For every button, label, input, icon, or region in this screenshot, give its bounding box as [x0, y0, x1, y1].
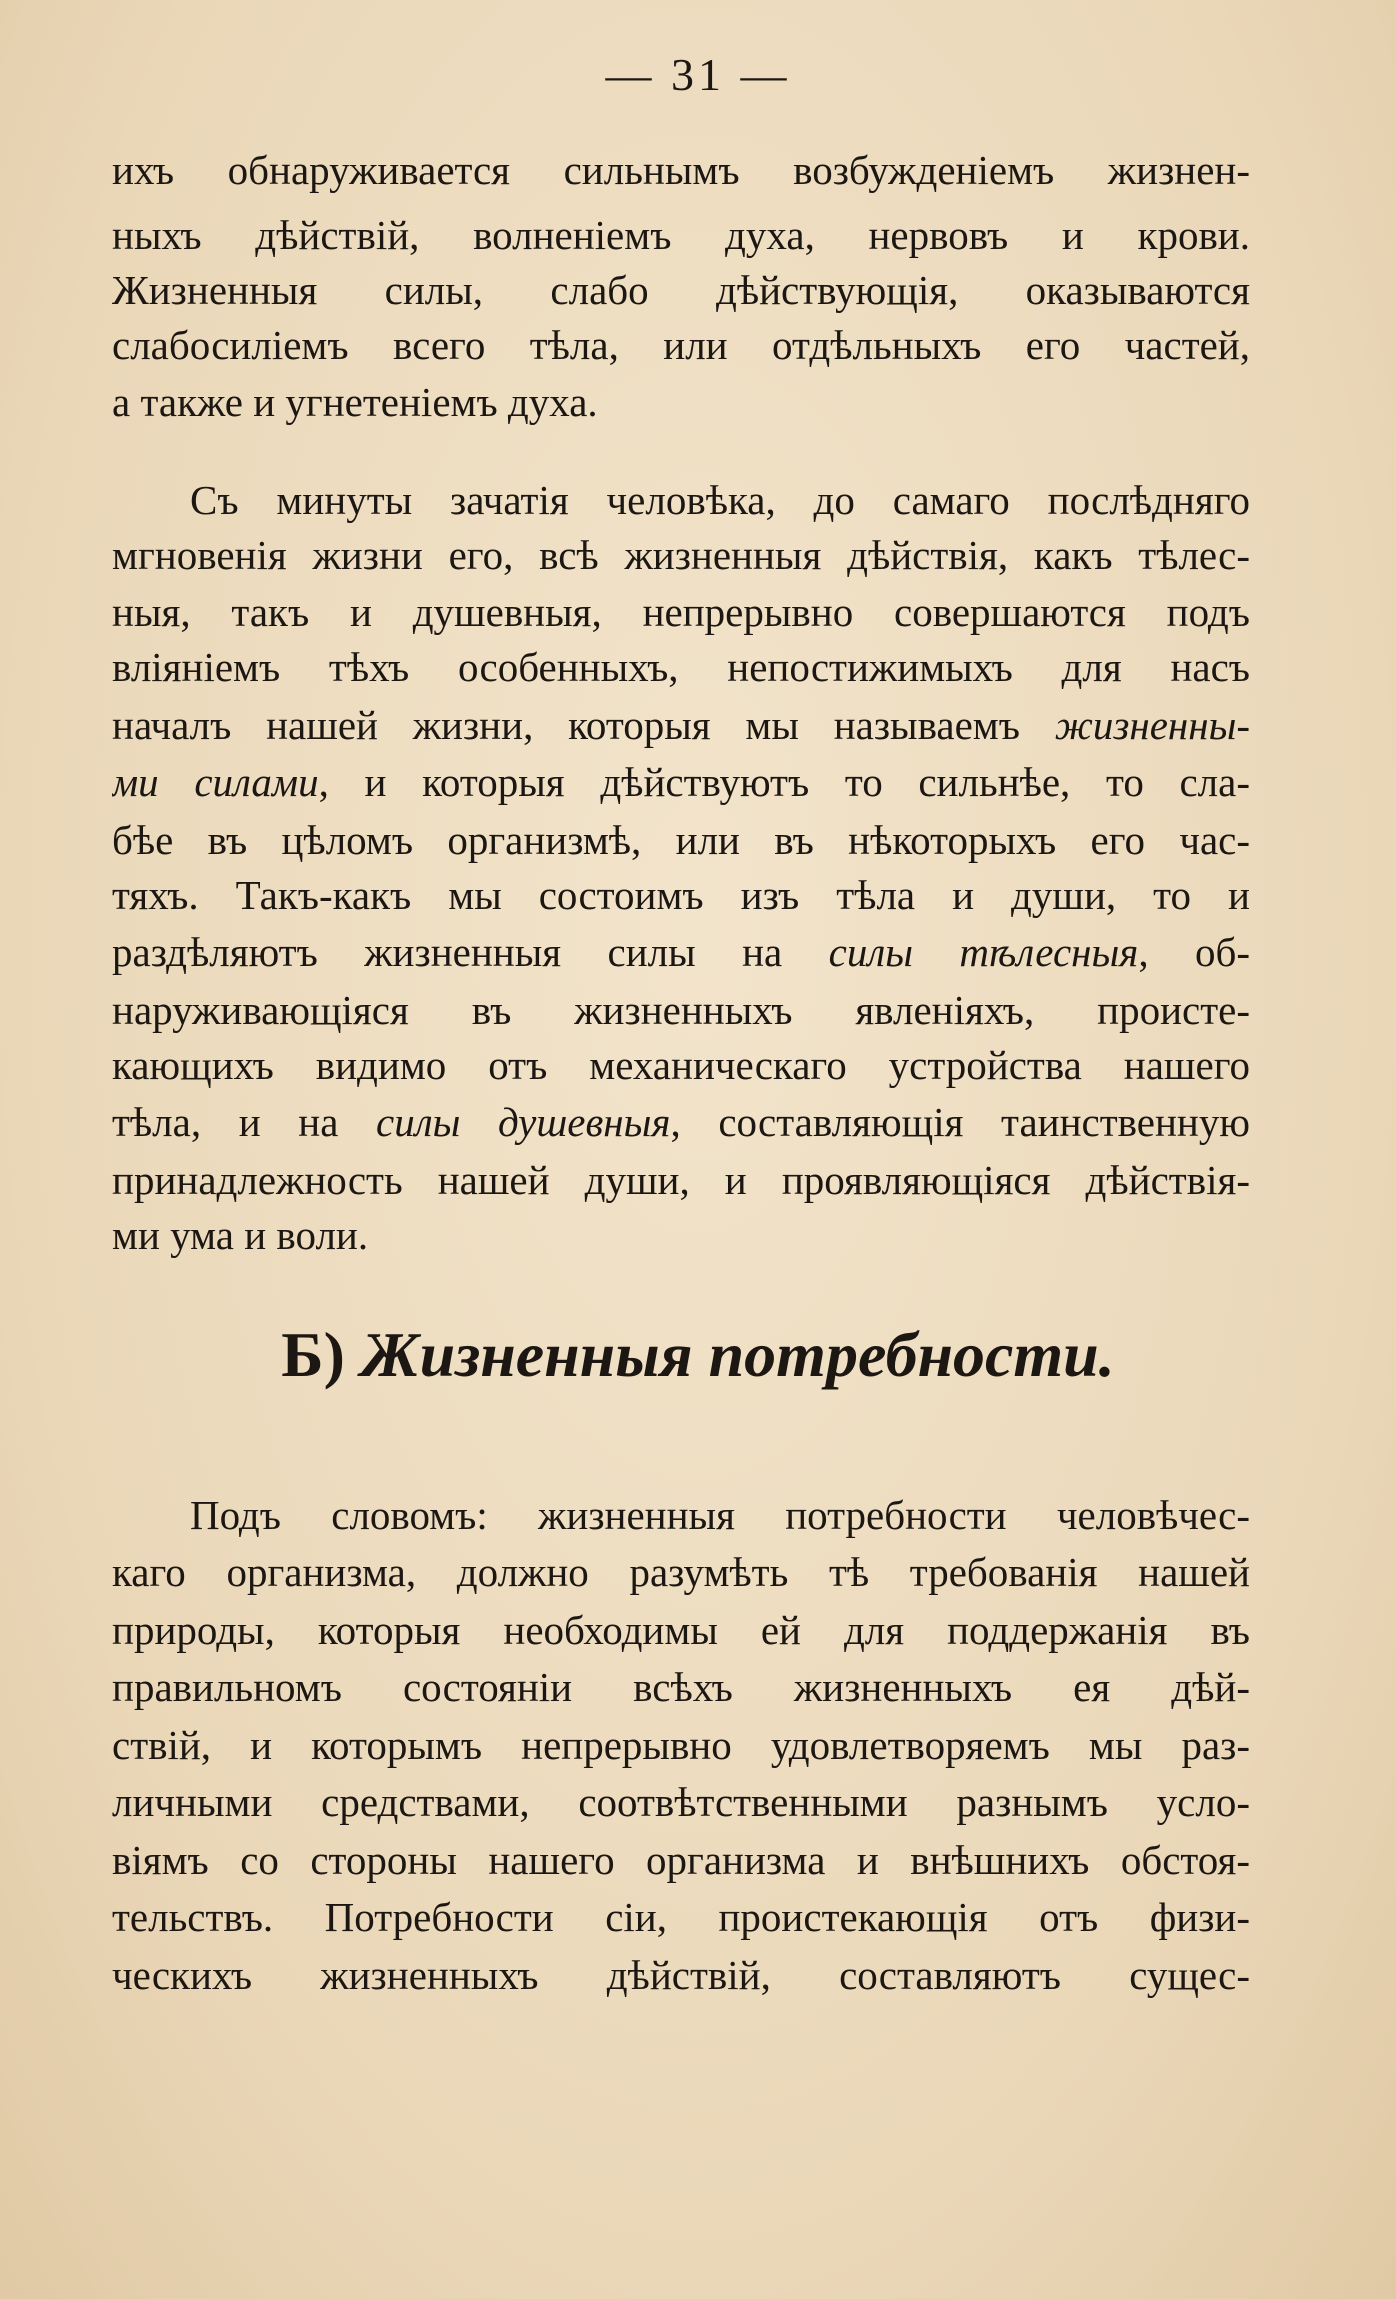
text-line: кающихъ видимо отъ механическаго устройства нашего — [112, 1042, 1250, 1088]
text-run: началъ нашей жизни, которыя мы называемъ — [112, 702, 1055, 748]
section-heading — [0, 1310, 1396, 1400]
text-line: тяхъ. Такъ-какъ мы состоимъ изъ тѣла и души, то и — [112, 872, 1250, 918]
text-run: , и которыя дѣйствуютъ то сильнѣе, то сла- — [318, 759, 1250, 805]
italic-term: силы душевныя — [376, 1099, 671, 1145]
text-line: личными средствами, соотвѣтственными разнымъ усло- — [112, 1779, 1250, 1825]
text-line: Подъ словомъ: жизненныя потребности человѣчес- — [190, 1492, 1250, 1538]
text-line: природы, которыя необходимы ей для поддержанія въ — [112, 1607, 1250, 1653]
italic-term: ми силами — [112, 759, 319, 805]
text-line: бѣе въ цѣломъ организмѣ, или въ нѣкоторыхъ его час- — [112, 817, 1250, 863]
text-line — [112, 695, 1250, 755]
italic-term: жизненны- — [1054, 702, 1250, 748]
text-run: , об- — [1138, 929, 1250, 975]
text-line: слабосиліемъ всего тѣла, или отдѣльныхъ его частей, — [112, 322, 1250, 368]
text-line — [112, 1092, 1250, 1152]
text-line: а также и угнетеніемъ духа. — [112, 379, 598, 425]
text-line: мгновенія жизни его, всѣ жизненныя дѣйствія, какъ тѣлес- — [112, 532, 1250, 578]
text-line: наруживающіяся въ жизненныхъ явленіяхъ, происте- — [112, 987, 1250, 1033]
text-line — [112, 922, 1250, 982]
page-number: — 31 — — [605, 49, 791, 100]
text-line: ихъ обнаруживается сильнымъ возбужденіемъ жизнен- — [112, 147, 1250, 193]
italic-term: силы тѣлесныя — [828, 929, 1139, 975]
text-line: принадлежность нашей души, и проявляющіяся дѣйствія- — [112, 1157, 1250, 1203]
text-line: ствій, и которымъ непрерывно удовлетворяемъ мы раз- — [112, 1722, 1250, 1768]
text-line: Съ минуты зачатія человѣка, до самаго послѣдняго — [190, 477, 1250, 523]
text-line: правильномъ состояніи всѣхъ жизненныхъ ея дѣй- — [112, 1664, 1250, 1710]
text-line: вліяніемъ тѣхъ особенныхъ, непостижимыхъ для насъ — [112, 644, 1250, 690]
text-line: віямъ со стороны нашего организма и внѣшнихъ обстоя- — [112, 1837, 1250, 1883]
text-line: каго организма, должно разумѣть тѣ требованія нашей — [112, 1549, 1250, 1595]
text-run: раздѣляютъ жизненныя силы на — [112, 929, 829, 975]
section-title: Жизненныя потребности. — [360, 1319, 1115, 1390]
section-letter: Б) — [281, 1319, 345, 1390]
text-line: ми ума и воли. — [112, 1212, 369, 1258]
text-run: , составляющія таинственную — [670, 1099, 1250, 1145]
text-line: тельствъ. Потребности сіи, проистекающія отъ физи- — [112, 1894, 1250, 1940]
text-line — [112, 752, 1250, 812]
text-line: Жизненныя силы, слабо дѣйствующія, оказываются — [112, 267, 1250, 313]
text-line: ческихъ жизненныхъ дѣйствій, составляютъ сущес- — [112, 1952, 1250, 1998]
text-run: тѣла, и на — [112, 1099, 376, 1145]
text-line: ныхъ дѣйствій, волненіемъ духа, нервовъ и крови. — [112, 212, 1250, 258]
text-line: ныя, такъ и душевныя, непрерывно совершаются подъ — [112, 589, 1250, 635]
